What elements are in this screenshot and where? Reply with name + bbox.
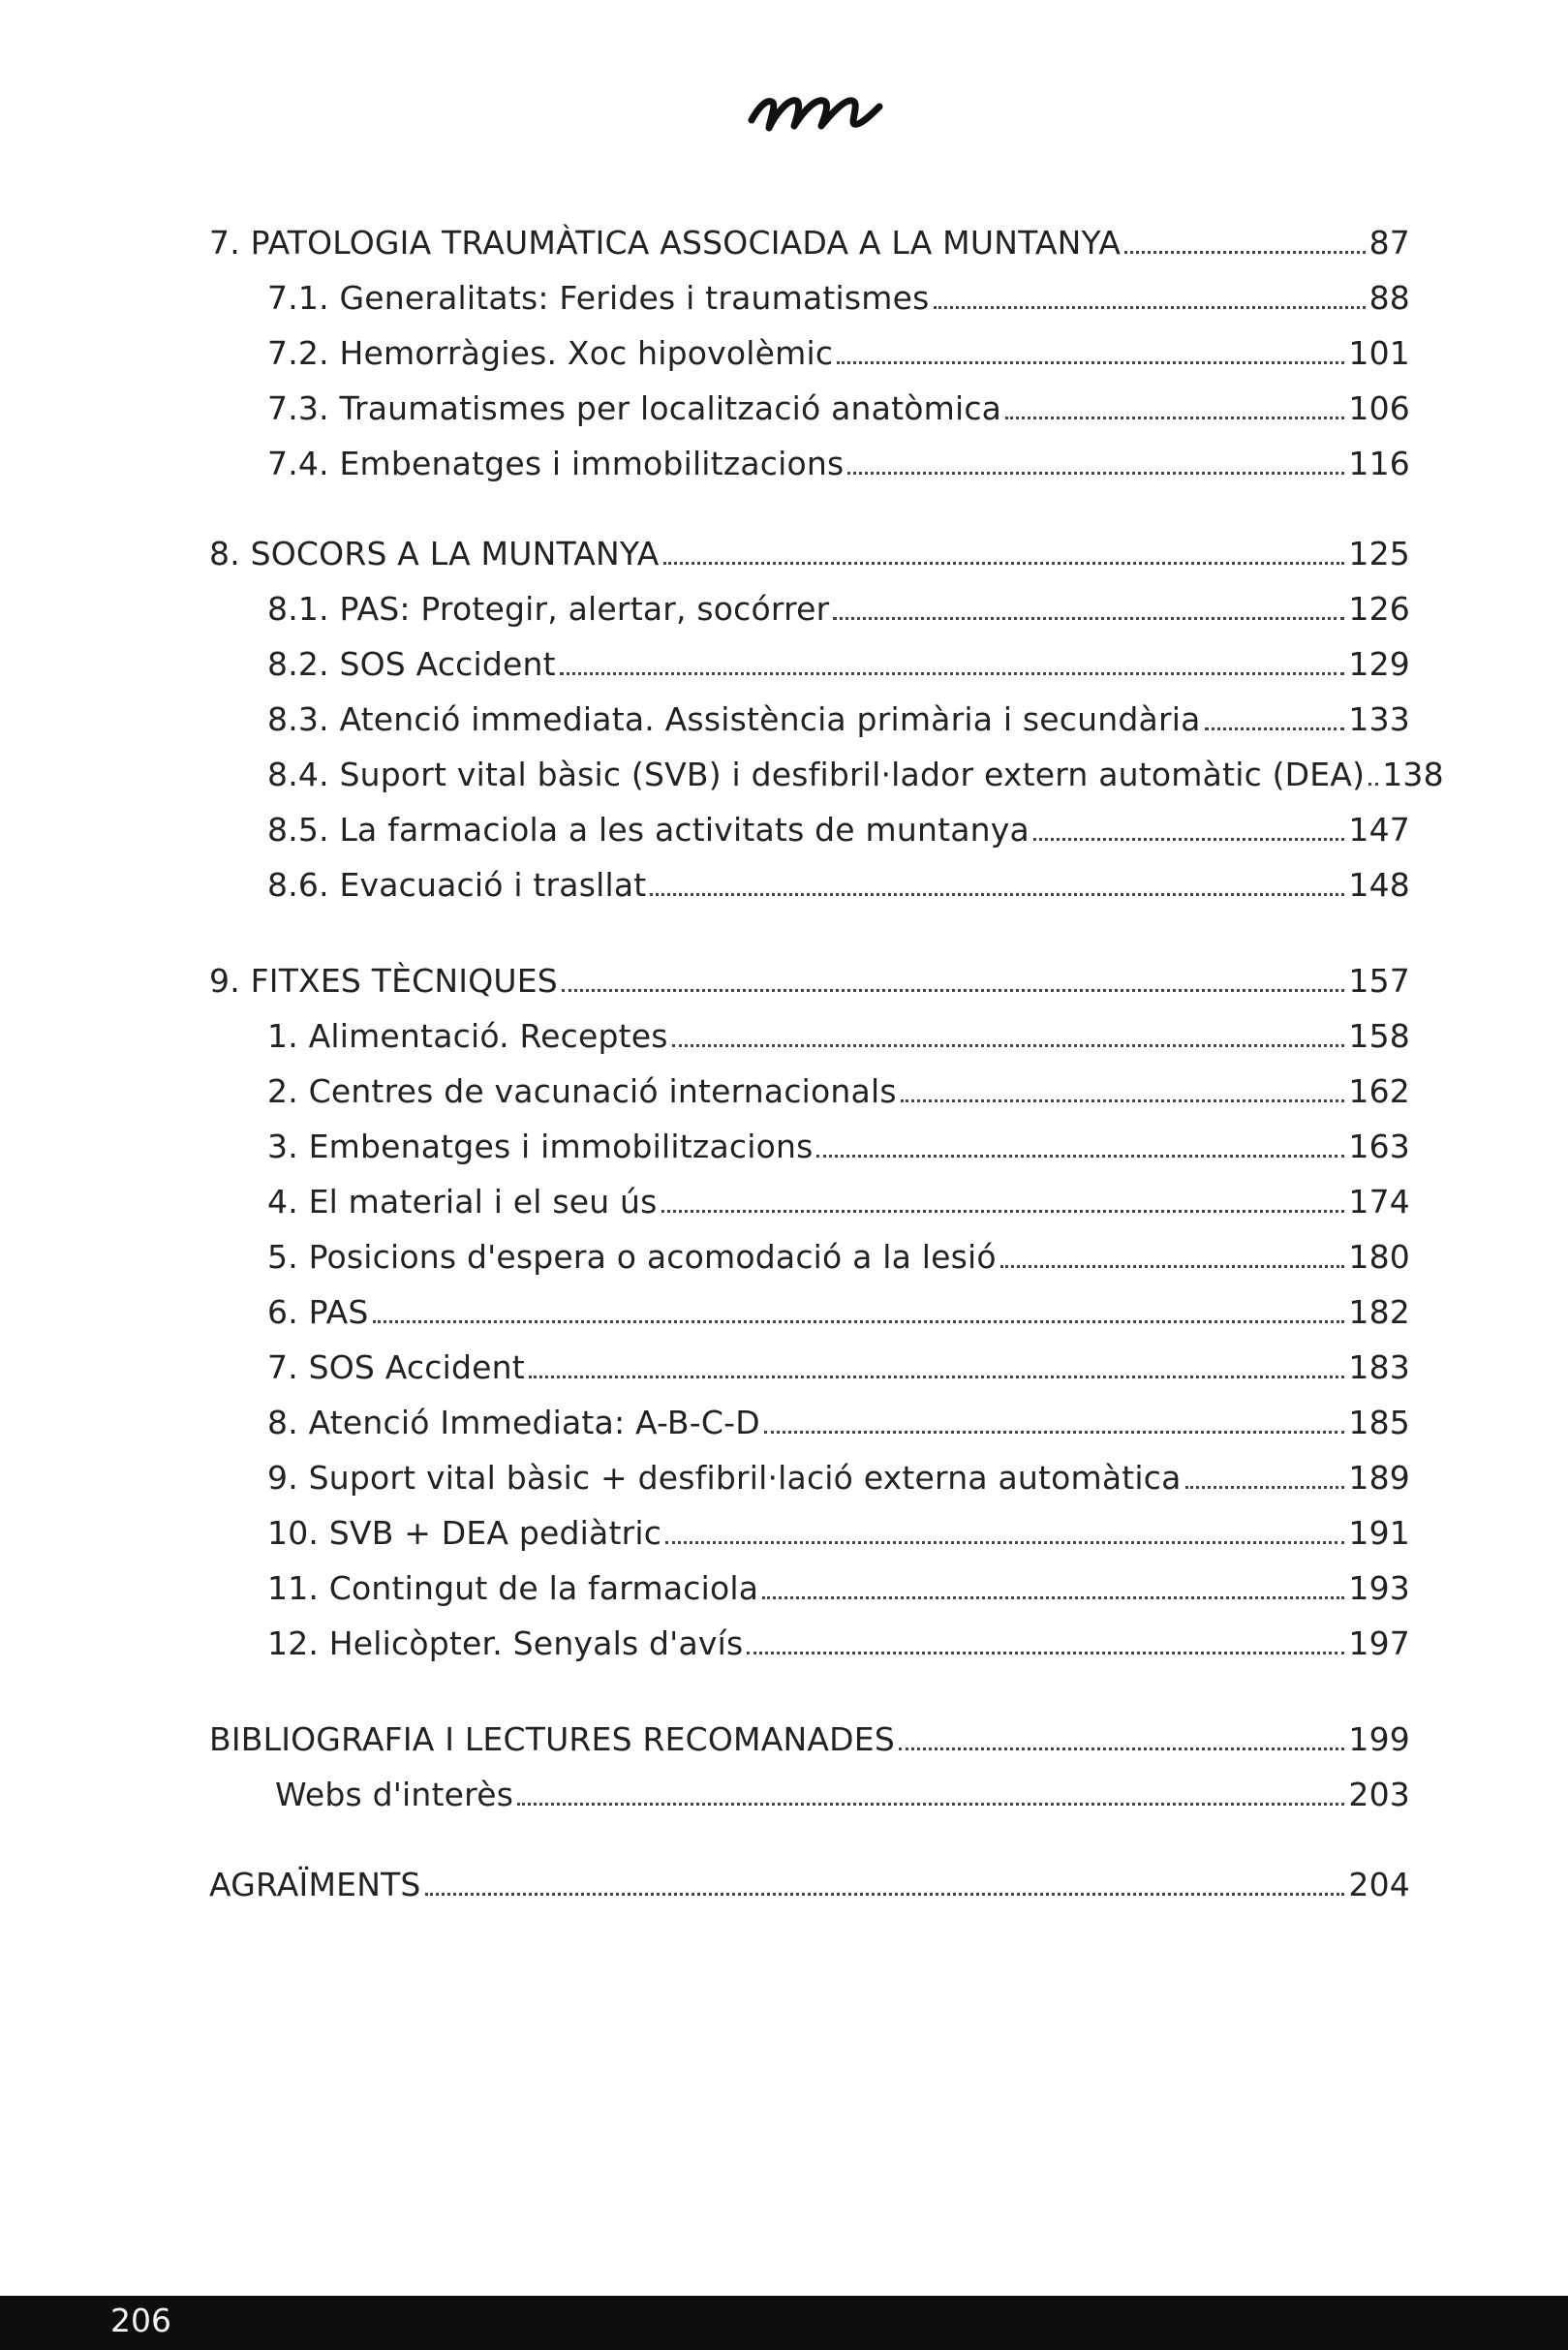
dot-leader [562, 989, 1344, 992]
toc-chapter-entry [209, 953, 1410, 1008]
toc-entry-page-number: 101 [1348, 334, 1410, 372]
toc-entry-label: 8. Atenció Immediata: A-B-C-D [267, 1404, 760, 1441]
toc-entry-label: 6. PAS [267, 1293, 369, 1331]
dot-leader [517, 1803, 1344, 1806]
dot-leader [816, 1155, 1344, 1158]
dot-leader [560, 672, 1345, 675]
toc-section [209, 215, 1410, 491]
toc-entry-page-number: 138 [1382, 756, 1444, 793]
toc-entry-page-number: 158 [1348, 1017, 1410, 1055]
dot-leader [847, 472, 1344, 475]
dot-leader [837, 361, 1344, 364]
toc-entry-label: 7.1. Generalitats: Ferides i traumatismes [267, 279, 930, 317]
toc-entry-label: 8.5. La farmaciola a les activitats de muntanya [267, 811, 1030, 849]
toc-entry-label: 2. Centres de vacunació internacionals [267, 1072, 897, 1110]
footer-bar [0, 2296, 1568, 2350]
toc-entry-label: 9. FITXES TÈCNIQUES [209, 962, 558, 1000]
dot-leader [1124, 251, 1365, 254]
toc-subentry [209, 857, 1410, 912]
toc-entry-page-number: 88 [1368, 279, 1410, 317]
dot-leader [1005, 417, 1344, 419]
toc-entry-page-number: 185 [1348, 1404, 1410, 1441]
toc-entry-page-number: 116 [1348, 445, 1410, 482]
toc-subentry [209, 1340, 1410, 1395]
toc-entry-page-number: 106 [1348, 389, 1410, 427]
toc-subentry [209, 1008, 1410, 1064]
toc-subentry [209, 1284, 1410, 1340]
toc-entry-label: 7.2. Hemorràgies. Xoc hipovolèmic [267, 334, 834, 372]
toc-entry-page-number: 148 [1348, 866, 1410, 904]
dot-leader [934, 306, 1366, 309]
toc-entry-page-number: 163 [1348, 1128, 1410, 1165]
toc-subentry [209, 1119, 1410, 1174]
toc-entry-page-number: 180 [1348, 1238, 1410, 1276]
toc-entry-label: 9. Suport vital bàsic + desfibril·lació externa automàtica [267, 1459, 1182, 1497]
script-m-logo-icon [744, 64, 899, 151]
toc-subentry [209, 747, 1444, 802]
toc-entry-page-number: 174 [1348, 1183, 1410, 1221]
toc-subentry [209, 692, 1410, 747]
toc-entry-page-number: 147 [1348, 811, 1410, 849]
toc-section [209, 1857, 1410, 1912]
toc-entry-label: 10. SVB + DEA pediàtric [267, 1514, 662, 1552]
dot-leader [747, 1652, 1344, 1654]
toc-subentry [209, 436, 1410, 491]
toc-entry-label: 7. PATOLOGIA TRAUMÀTICA ASSOCIADA A LA MUNTANYA [209, 224, 1122, 262]
toc-entry-label: 8.3. Atenció immediata. Assistència primària i secundària [267, 700, 1201, 738]
toc-entry-page-number: 182 [1348, 1293, 1410, 1331]
dot-leader [672, 1044, 1345, 1047]
dot-leader [899, 1747, 1344, 1750]
toc-entry-label: Webs d'interès [275, 1776, 514, 1813]
toc-chapter-entry [209, 215, 1410, 270]
dot-leader [665, 1541, 1344, 1544]
toc-entry-label: 8.6. Evacuació i trasllat [267, 866, 647, 904]
toc-entry-label: 7.3. Traumatismes per localització anatòmica [267, 389, 1002, 427]
table-of-contents [209, 215, 1444, 1947]
toc-subentry [209, 381, 1410, 436]
toc-entry-page-number: 203 [1348, 1776, 1410, 1813]
toc-chapter-entry [209, 526, 1410, 581]
dot-leader [1205, 727, 1345, 730]
toc-entry-label: BIBLIOGRAFIA I LECTURES RECOMANADES [209, 1720, 895, 1758]
dot-leader [373, 1320, 1345, 1323]
toc-subentry [209, 1561, 1410, 1616]
toc-entry-label: 8.1. PAS: Protegir, alertar, socórrer [267, 590, 830, 628]
dot-leader [833, 617, 1344, 620]
toc-entry-label: 5. Posicions d'espera o acomodació a la lesió [267, 1238, 997, 1276]
toc-entry-page-number: 162 [1348, 1072, 1410, 1110]
dot-leader [529, 1376, 1345, 1378]
toc-entry-label: 11. Contingut de la farmaciola [267, 1569, 759, 1607]
toc-entry-page-number: 189 [1348, 1459, 1410, 1497]
toc-entry-label: 4. El material i el seu ús [267, 1183, 658, 1221]
toc-chapter-entry [209, 1857, 1410, 1912]
toc-entry-label: 1. Alimentació. Receptes [267, 1017, 668, 1055]
toc-section [209, 526, 1444, 912]
dot-leader [901, 1099, 1345, 1102]
toc-entry-label: 3. Embenatges i immobilitzacions [267, 1128, 814, 1165]
toc-entry-page-number: 125 [1348, 535, 1410, 572]
toc-entry-page-number: 126 [1348, 590, 1410, 628]
toc-subentry [209, 636, 1410, 692]
toc-entry-page-number: 129 [1348, 645, 1410, 683]
toc-subentry [209, 1505, 1410, 1561]
toc-entry-label: 12. Helicòpter. Senyals d'avís [267, 1624, 744, 1662]
toc-subentry [209, 581, 1410, 636]
toc-chapter-entry [209, 1712, 1410, 1767]
page-number: 206 [110, 2302, 171, 2339]
toc-subentry [209, 1229, 1410, 1284]
dot-leader [1368, 783, 1378, 786]
toc-subentry [209, 270, 1410, 325]
toc-entry-page-number: 183 [1348, 1348, 1410, 1386]
dot-leader [1000, 1265, 1345, 1268]
toc-entry-page-number: 133 [1348, 700, 1410, 738]
toc-entry-page-number: 197 [1348, 1624, 1410, 1662]
toc-entry-label: 8. SOCORS A LA MUNTANYA [209, 535, 660, 572]
toc-entry-page-number: 87 [1368, 224, 1410, 262]
dot-leader [425, 1893, 1345, 1896]
toc-subentry [209, 325, 1410, 381]
toc-entry-page-number: 193 [1348, 1569, 1410, 1607]
toc-entry-page-number: 157 [1348, 962, 1410, 1000]
toc-entry-label: 8.4. Suport vital bàsic (SVB) i desfibril·lador extern automàtic (DEA) [267, 756, 1366, 793]
toc-entry-page-number: 191 [1348, 1514, 1410, 1552]
toc-subentry [209, 1395, 1410, 1450]
toc-subentry [209, 802, 1410, 857]
toc-subentry [209, 1450, 1410, 1505]
toc-entry-label: 7.4. Embenatges i immobilitzacions [267, 445, 845, 482]
dot-leader [663, 562, 1345, 565]
toc-entry-page-number: 204 [1348, 1866, 1410, 1903]
dot-leader [661, 1210, 1345, 1213]
toc-entry-label: 8.2. SOS Accident [267, 645, 556, 683]
toc-subentry [209, 1616, 1410, 1671]
toc-subentry [209, 1767, 1410, 1822]
toc-section [209, 953, 1410, 1671]
dot-leader [1033, 838, 1345, 841]
toc-section [209, 1712, 1410, 1822]
dot-leader [762, 1596, 1344, 1599]
toc-entry-label: AGRAÏMENTS [209, 1866, 421, 1903]
dot-leader [764, 1431, 1345, 1434]
toc-subentry [209, 1174, 1410, 1229]
dot-leader [650, 893, 1344, 896]
toc-subentry [209, 1064, 1410, 1119]
toc-entry-label: 7. SOS Accident [267, 1348, 525, 1386]
toc-entry-page-number: 199 [1348, 1720, 1410, 1758]
dot-leader [1185, 1486, 1345, 1489]
